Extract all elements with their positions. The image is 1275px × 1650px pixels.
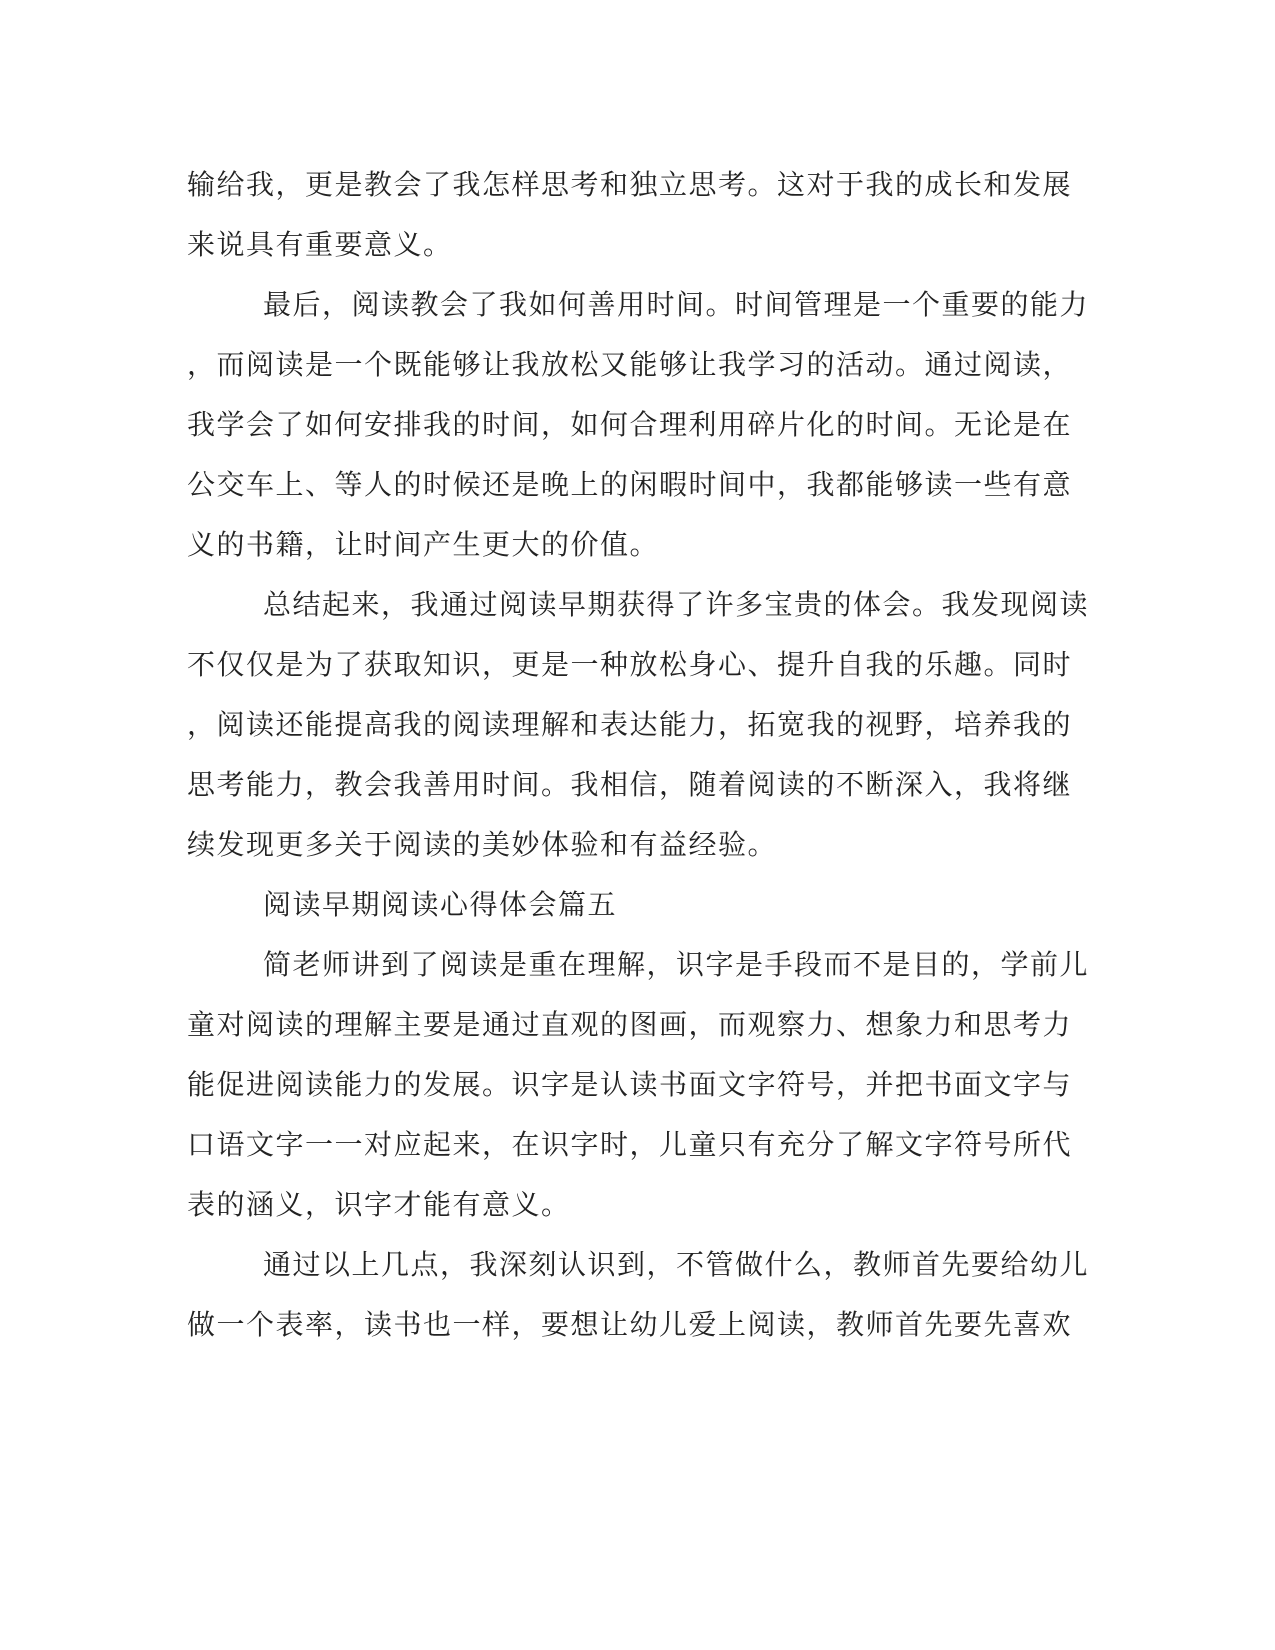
text-line: 表的涵义，识字才能有意义。 (187, 1188, 571, 1221)
section-heading: 阅读早期阅读心得体会篇五 (263, 888, 618, 921)
text-line: 能促进阅读能力的发展。识字是认读书面文字符号，并把书面文字与 (187, 1068, 1073, 1101)
text-line: 做一个表率，读书也一样，要想让幼儿爱上阅读，教师首先要先喜欢 (187, 1308, 1073, 1341)
paragraph-start-line: 总结起来，我通过阅读早期获得了许多宝贵的体会。我发现阅读 (263, 588, 1090, 621)
text-line: 来说具有重要意义。 (187, 228, 453, 261)
text-line: 续发现更多关于阅读的美妙体验和有益经验。 (187, 828, 778, 861)
text-line: 公交车上、等人的时候还是晚上的闲暇时间中，我都能够读一些有意 (187, 468, 1073, 501)
text-line: 不仅仅是为了获取知识，更是一种放松身心、提升自我的乐趣。同时 (187, 648, 1073, 681)
text-line: 输给我，更是教会了我怎样思考和独立思考。这对于我的成长和发展 (187, 168, 1073, 201)
text-line: 口语文字一一对应起来，在识字时，儿童只有充分了解文字符号所代 (187, 1128, 1073, 1161)
document-body (187, 155, 1090, 1355)
text-line: 义的书籍，让时间产生更大的价值。 (187, 528, 660, 561)
text-line: 我学会了如何安排我的时间，如何合理利用碎片化的时间。无论是在 (187, 408, 1073, 441)
text-line: 童对阅读的理解主要是通过直观的图画，而观察力、想象力和思考力 (187, 1008, 1073, 1041)
text-line: 思考能力，教会我善用时间。我相信，随着阅读的不断深入，我将继 (187, 768, 1073, 801)
paragraph-start-line: 简老师讲到了阅读是重在理解，识字是手段而不是目的，学前儿 (263, 948, 1090, 981)
text-line: ，阅读还能提高我的阅读理解和表达能力，拓宽我的视野，培养我的 (187, 708, 1073, 741)
paragraph-start-line: 通过以上几点，我深刻认识到，不管做什么，教师首先要给幼儿 (263, 1248, 1090, 1281)
text-line: ，而阅读是一个既能够让我放松又能够让我学习的活动。通过阅读， (187, 348, 1073, 381)
paragraph-start-line: 最后，阅读教会了我如何善用时间。时间管理是一个重要的能力 (263, 288, 1090, 321)
